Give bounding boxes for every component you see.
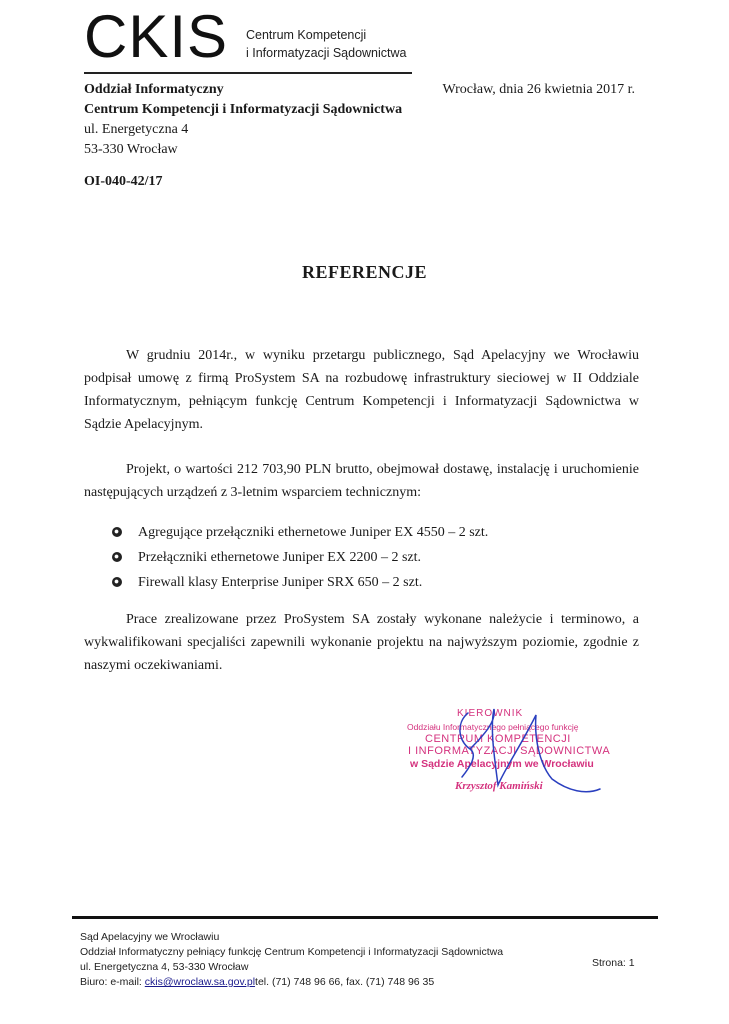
- sender-organization: Centrum Kompetencji i Informatyzacji Sądownictwa: [84, 102, 403, 117]
- bullet-icon: [112, 577, 122, 587]
- stamp-line-5: w Sądzie Apelacyjnym we Wrocławiu: [410, 758, 594, 770]
- footer-phone-fax: tel. (71) 748 96 66, fax. (71) 748 96 35: [255, 976, 435, 988]
- sender-department: Oddział Informatyczny: [84, 82, 224, 97]
- footer-department: Oddział Informatyczny pełniący funkcję Centrum Kompetencji i Informatyzacji Sądownictwa: [80, 946, 504, 958]
- handwritten-signature: [440, 703, 610, 803]
- bullet-icon: [112, 552, 122, 562]
- sender-city: 53-330 Wrocław: [84, 142, 178, 157]
- footer: [80, 930, 590, 990]
- logo-line-1: Centrum Kompetencji: [246, 28, 367, 42]
- footer-contact: [80, 975, 590, 990]
- page-number: Strona: 1: [592, 957, 635, 969]
- footer-court: Sąd Apelacyjny we Wrocławiu: [80, 931, 220, 943]
- list-item-text: Firewall klasy Enterprise Juniper SRX 650 – 2 szt.: [138, 575, 423, 590]
- sender-street: ul. Energetyczna 4: [84, 122, 189, 137]
- paragraph-conclusion: [84, 608, 639, 677]
- footer-address: ul. Energetyczna 4, 53-330 Wrocław: [80, 961, 249, 973]
- header-divider: [84, 72, 412, 74]
- logo-mark: CKIS: [84, 3, 229, 70]
- list-item-text: Przełączniki ethernetowe Juniper EX 2200 – 2 szt.: [138, 550, 422, 565]
- stamp-title: KIEROWNIK: [457, 708, 524, 719]
- list-item-text: Agregujące przełączniki ethernetowe Juniper EX 4550 – 2 szt.: [138, 525, 489, 540]
- footer-contact-prefix: Biuro: e-mail:: [80, 976, 145, 988]
- stamp-signatory-name: Krzysztof Kamiński: [455, 780, 543, 792]
- list-item: [112, 520, 612, 545]
- stamp-line-2: Oddziału Informatycznego pełniącego funkcję: [407, 722, 579, 732]
- bullet-icon: [112, 527, 122, 537]
- logo-text: [246, 26, 466, 62]
- stamp-line-4: I INFORMATYZACJI SĄDOWNICTWA: [408, 745, 611, 757]
- reference-number: OI-040-42/17: [84, 174, 163, 189]
- logo-line-2: i Informatyzacji Sądownictwa: [246, 46, 407, 60]
- paragraph-intro-text: W grudniu 2014r., w wyniku przetargu publicznego, Sąd Apelacyjny we Wrocławiu podpisał umowę z firmą ProSystem SA na rozbudowę infrastruktury sieciowej w II Oddziale Informatycznym, pełniącym funkcję Centrum Kompetencji i Informatyzacji Sądownictwa w Sądzie Apelacyjnym.: [84, 348, 639, 432]
- device-list: [112, 520, 612, 595]
- stamp-line-3: CENTRUM KOMPETENCJI: [425, 733, 571, 745]
- paragraph-conclusion-text: Prace zrealizowane przez ProSystem SA zostały wykonane należycie i terminowo, a wykwalifikowani specjaliści zapewnili wykonanie projektu na najwyższym poziomie, zgodnie z naszymi oczekiwaniami.: [84, 612, 639, 673]
- letter-date: Wrocław, dnia 26 kwietnia 2017 r.: [442, 82, 635, 97]
- sender-address: [84, 80, 402, 160]
- paragraph-project: [84, 458, 639, 504]
- paragraph-project-text: Projekt, o wartości 212 703,90 PLN brutto, obejmował dostawę, instalację i uruchomienie następujących urządzeń z 3-letnim wsparciem technicznym:: [84, 462, 639, 500]
- footer-divider: [72, 916, 658, 919]
- list-item: [112, 545, 612, 570]
- document-title: REFERENCJE: [301, 262, 427, 282]
- email-link[interactable]: ckis@wroclaw.sa.gov.pl: [144, 976, 256, 988]
- paragraph-intro: [84, 344, 639, 436]
- list-item: [112, 570, 612, 595]
